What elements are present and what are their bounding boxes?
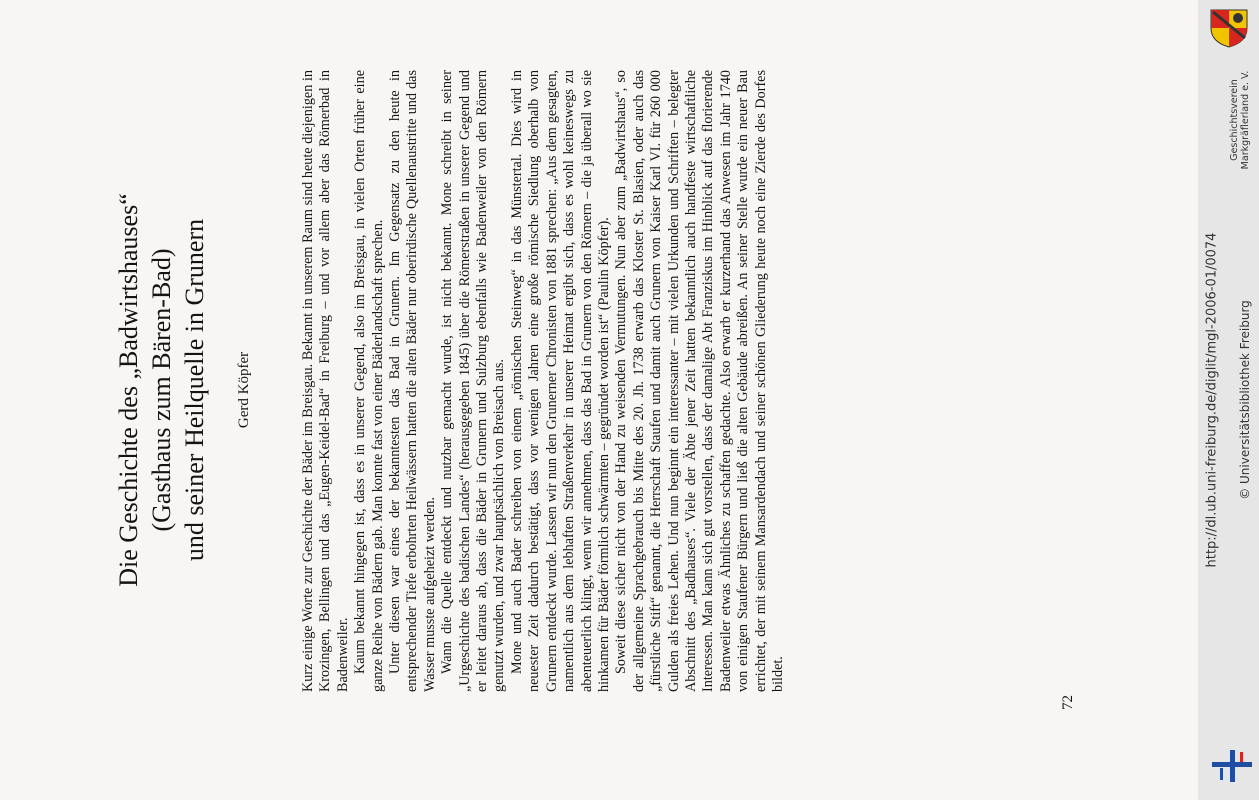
paragraph: Kurz einige Worte zur Geschichte der Bäder im Breisgau. Bekannt in unserem Raum sind heute diejenigen in Krozingen, Bellingen und das „Eugen-Keidel-Bad“ in Freiburg – und vor allem aber das Römerbad in Badenweiler. — [300, 70, 351, 692]
article-body — [300, 70, 787, 692]
ub-freiburg-logo-icon — [1210, 748, 1254, 784]
society-line: Geschichtsverein — [1229, 79, 1240, 161]
coat-of-arms-icon — [1207, 8, 1251, 48]
paragraph: Unter diesen war eines der bekanntesten das Bad in Grunern. Im Gegensatz zu den heute in entsprechender Tiefe erbohrten Heilwässern hatten die alten Bäder nur oberirdische Quellenaustritte und das Wasser musste aufgeheizt werden. — [387, 70, 438, 692]
society-name — [1229, 71, 1251, 170]
copyright-notice: © Universitätsbibliothek Freiburg — [1238, 300, 1252, 500]
title-line: (Gasthaus zum Bären-Bad) — [147, 248, 176, 532]
paragraph: Soweit diese sicher nicht von der Hand zu weisenden Vermutungen. Nun aber zum „Badwirtshaus“, so der allgemeine Sprachgebrauch bis Mitte des 20. Jh. 1738 erwarb das Kloster St. Blasien, oder auch das „fürstliche Stift“ genannt, die Herrschaft Staufen und damit auch Grunern von Kaiser Karl VI. für 260 000 Gulden als freies Lehen. Und nun beginnt ein interessanter – mit vielen Urkunden und Schriften – belegter Abschnitt des „Badhauses“. Viele der Äbte jener Zeit hatten bekanntlich auch handfeste wirtschaftliche Interessen. Man kann sich gut vorstellen, dass der damalige Abt Franziskus im Hinblick auf das florierende Badenweiler etwas Ähnliches zu schaffen gedachte. Also erwarb er kurzerhand das Anwesen im Jahr 1740 von einigen Staufener Bürgern und ließ die alten Gebäude abreißen. An seiner Stelle wurde ein neuer Bau errichtet, der mit seinem Mansardendach und seiner schönen Gliederung heute noch eine Zierde des Dorfes bildet. — [613, 70, 786, 692]
source-url[interactable]: http://dl.ub.uni-freiburg.de/diglit/mgl-2006-01/0074 — [1204, 232, 1220, 568]
page-number: 72 — [1060, 695, 1076, 710]
society-line: Markgräflerland e. V. — [1240, 70, 1251, 170]
paragraph: Wann die Quelle entdeckt und nutzbar gemacht wurde, ist nicht bekannt. Mone schreibt in seiner „Urgeschichte des badischen Landes“ (herausgegeben 1845) über die Römerstraßen in unserer Gegend und er leitet daraus ab, dass die Bäder in Grunern und Sulzburg ebenfalls wie Badenweiler von den Römern genutzt wurden, und zwar hauptsächlich von Breisach aus. — [439, 70, 508, 692]
title-line: Die Geschichte des „Badwirtshauses“ — [114, 193, 143, 587]
article-title — [112, 70, 211, 710]
paragraph: Mone und auch Bader schreiben von einem „römischen Steinweg“ in das Münstertal. Dies wird in neuester Zeit dadurch bestätigt, dass vor wenigen Jahren eine große römische Siedlung oberhalb von Grunern entdeckt wurde. Lassen wir nun den Grunerner Chronisten von 1881 sprechen: „Aus dem gesagten, namentlich aus dem lebhaften Straßenverkehr in unserer Heimat ergibt sich, dass es wohl keineswegs zu abenteuerlich klingt, wenn wir annehmen, dass das Bad in Grunern von den Römern – die ja überall wo sie hinkamen für Bäder förmlich schwärmten – gegründet worden ist“ (Paulin Köpfer). — [508, 70, 612, 692]
title-line: und seiner Heilquelle in Grunern — [180, 218, 209, 562]
author-name: Gerd Köpfer — [236, 351, 252, 429]
paragraph: Kaum bekannt hingegen ist, dass es in unserer Gegend, also im Breisgau, in vielen Orten früher eine ganze Reihe von Bädern gab. Man konnte fast von einer Bäderlandschaft sprechen. — [352, 70, 386, 692]
